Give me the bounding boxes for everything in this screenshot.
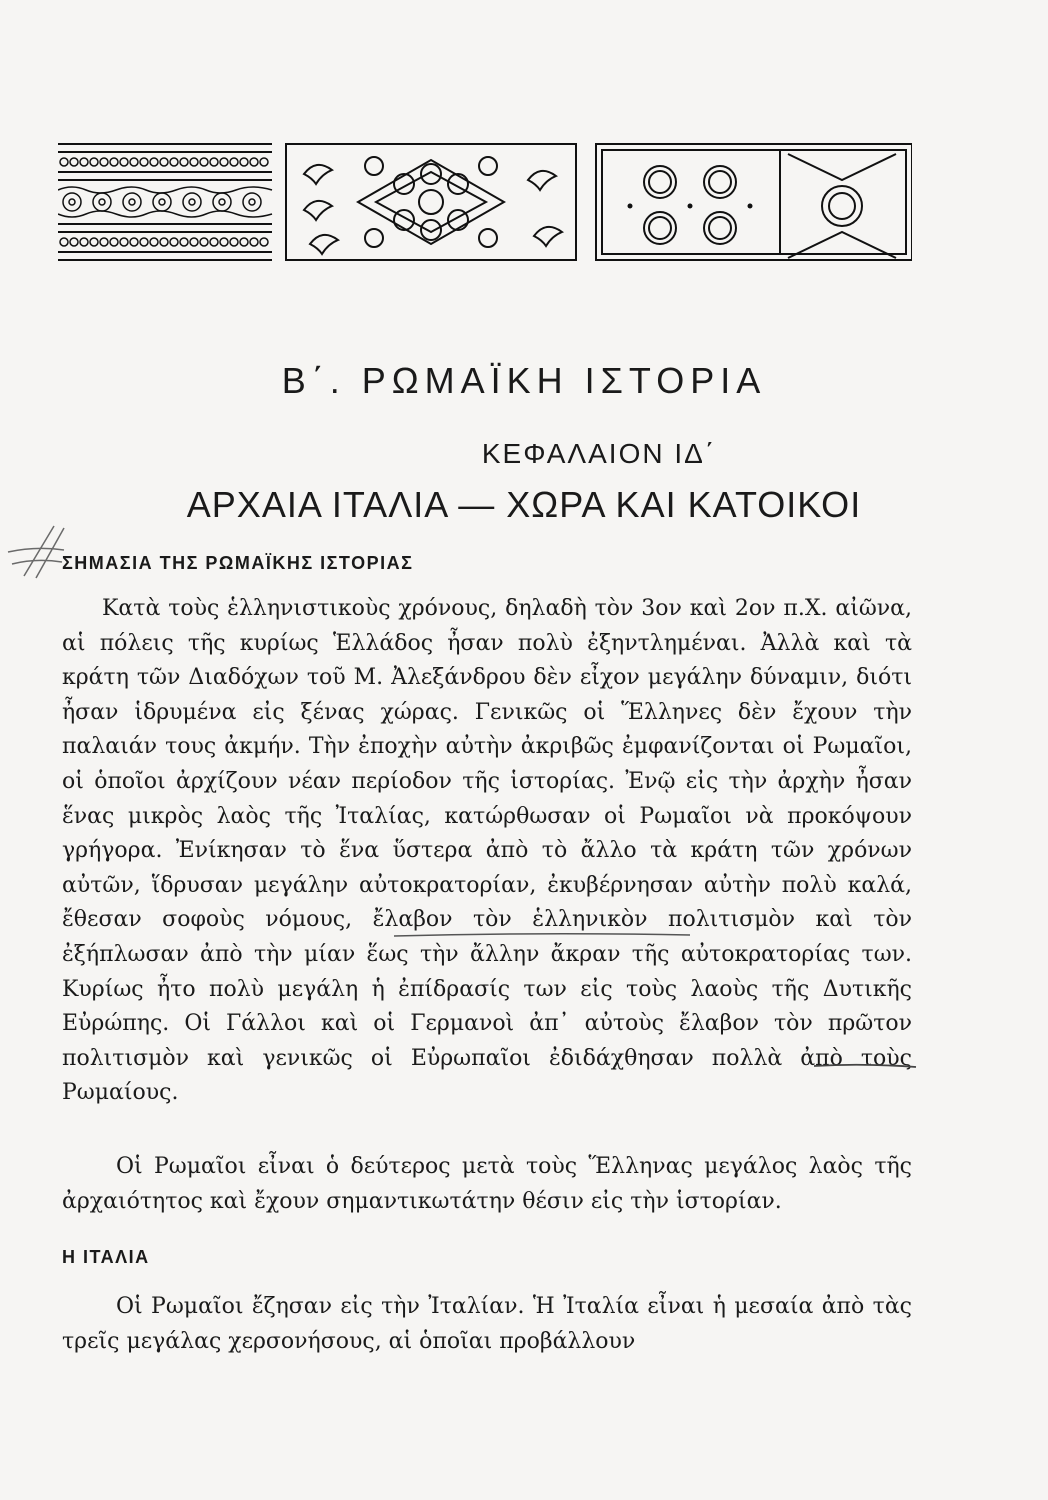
chapter-label: ΚΕΦΑΛΑΙΟΝ ΙΔ΄ <box>481 438 717 469</box>
pencil-underline-icon <box>392 930 692 940</box>
paragraph: Οἱ Ρωμαῖοι εἶναι ὁ δεύτερος μετὰ τοὺς Ἕλληνας μεγάλος λαὸς τῆς ἀρχαιότητος καὶ ἔχουν σημαντικωτάτην θέσιν εἰς τὴν ἱστορίαν. <box>62 1154 912 1214</box>
pencil-hash-mark-icon <box>6 524 66 580</box>
pencil-strike-icon <box>812 1058 918 1072</box>
chapter-title: ΑΡΧΑΙΑ ΙΤΑΛΙΑ — ΧΩΡΑ ΚΑΙ ΚΑΤΟΙΚΟΙ <box>186 484 862 525</box>
decorative-frieze <box>58 140 912 270</box>
paragraph: Κατὰ τοὺς ἑλληνιστικοὺς χρόνους, δηλαδὴ τὸν 3ον καὶ 2ον π.Χ. αἰῶνα, αἱ πόλεις τῆς κυρίως Ἑλλάδος ἦσαν πολὺ ἐξηντλημέναι. Ἀλλὰ καὶ τὰ κράτη τῶν Διαδόχων τοῦ Μ. Ἀλεξάνδρου δὲν εἶχον μεγάλην δύναμιν, διότι ἦσαν ἱδρυμένα εἰς ξένας χώρας. Γενικῶς οἱ Ἕλληνες δὲν ἔχουν τὴν παλαιάν τους ἀκμήν. Τὴν ἐποχὴν αὐτὴν ἀκριβῶς ἐμφανίζονται οἱ Ρωμαῖοι, οἱ ὁποῖοι ἀρχίζουν νέαν περίοδον τῆς ἱστορίας. Ἐνῷ εἰς τὴν ἀρχὴν ἦσαν ἕνας μικρὸς λαὸς τῆς Ἰταλίας, κατώρθωσαν οἱ Ρωμαῖοι νὰ προκόψουν γρήγορα. Ἐνίκησαν τὸ ἕνα ὕστερα ἀπὸ τὸ ἄλλο τὰ κράτη τῶν χρόνων αὐτῶν, ἵδρυσαν μεγάλην αὐτοκρατορίαν, ἐκυβέρνησαν αὐτὴν πολὺ καλά, ἔθεσαν σοφοὺς νόμους, ἔλαβον τὸν ἑλληνικὸν πολιτισμὸν καὶ τὸν ἐξήπλωσαν ἀπὸ τὴν μίαν ἕως τὴν ἄλλην ἄκραν τῆς αὐτοκρατορίας των. Κυρίως ἦτο πολὺ μεγάλη ἡ ἐπίδρασίς των εἰς τοὺς λαοὺς τῆς Δυτικῆς Εὐρώπης. Οἱ Γάλλοι καὶ οἱ Γερμανοὶ ἀπ᾿ αὐτοὺς ἔλαβον τὸν πρῶτον πολιτισμὸν καὶ γενικῶς οἱ Εὐρωπαῖοι ἐδιδάχθησαν πολλὰ ἀπὸ τοὺς Ρωμαίους. <box>62 596 912 1106</box>
frieze-ornament-icon <box>58 140 912 270</box>
section-heading: ΣΗΜΑΣΙΑ ΤΗΣ ΡΩΜΑΪΚΗΣ ΙΣΤΟΡΙΑΣ <box>62 553 414 573</box>
paragraph: Οἱ Ρωμαῖοι ἔζησαν εἰς τὴν Ἰταλίαν. Ἡ Ἰταλία εἶναι ἡ μεσαία ἀπὸ τὰς τρεῖς μεγάλας χερσονήσους, αἱ ὁποῖαι προβάλλουν <box>62 1294 912 1354</box>
part-title: Β΄. ΡΩΜΑΪΚΗ ΙΣΤΟΡΙΑ <box>281 360 767 401</box>
section-heading: Η ΙΤΑΛΙΑ <box>62 1247 150 1267</box>
